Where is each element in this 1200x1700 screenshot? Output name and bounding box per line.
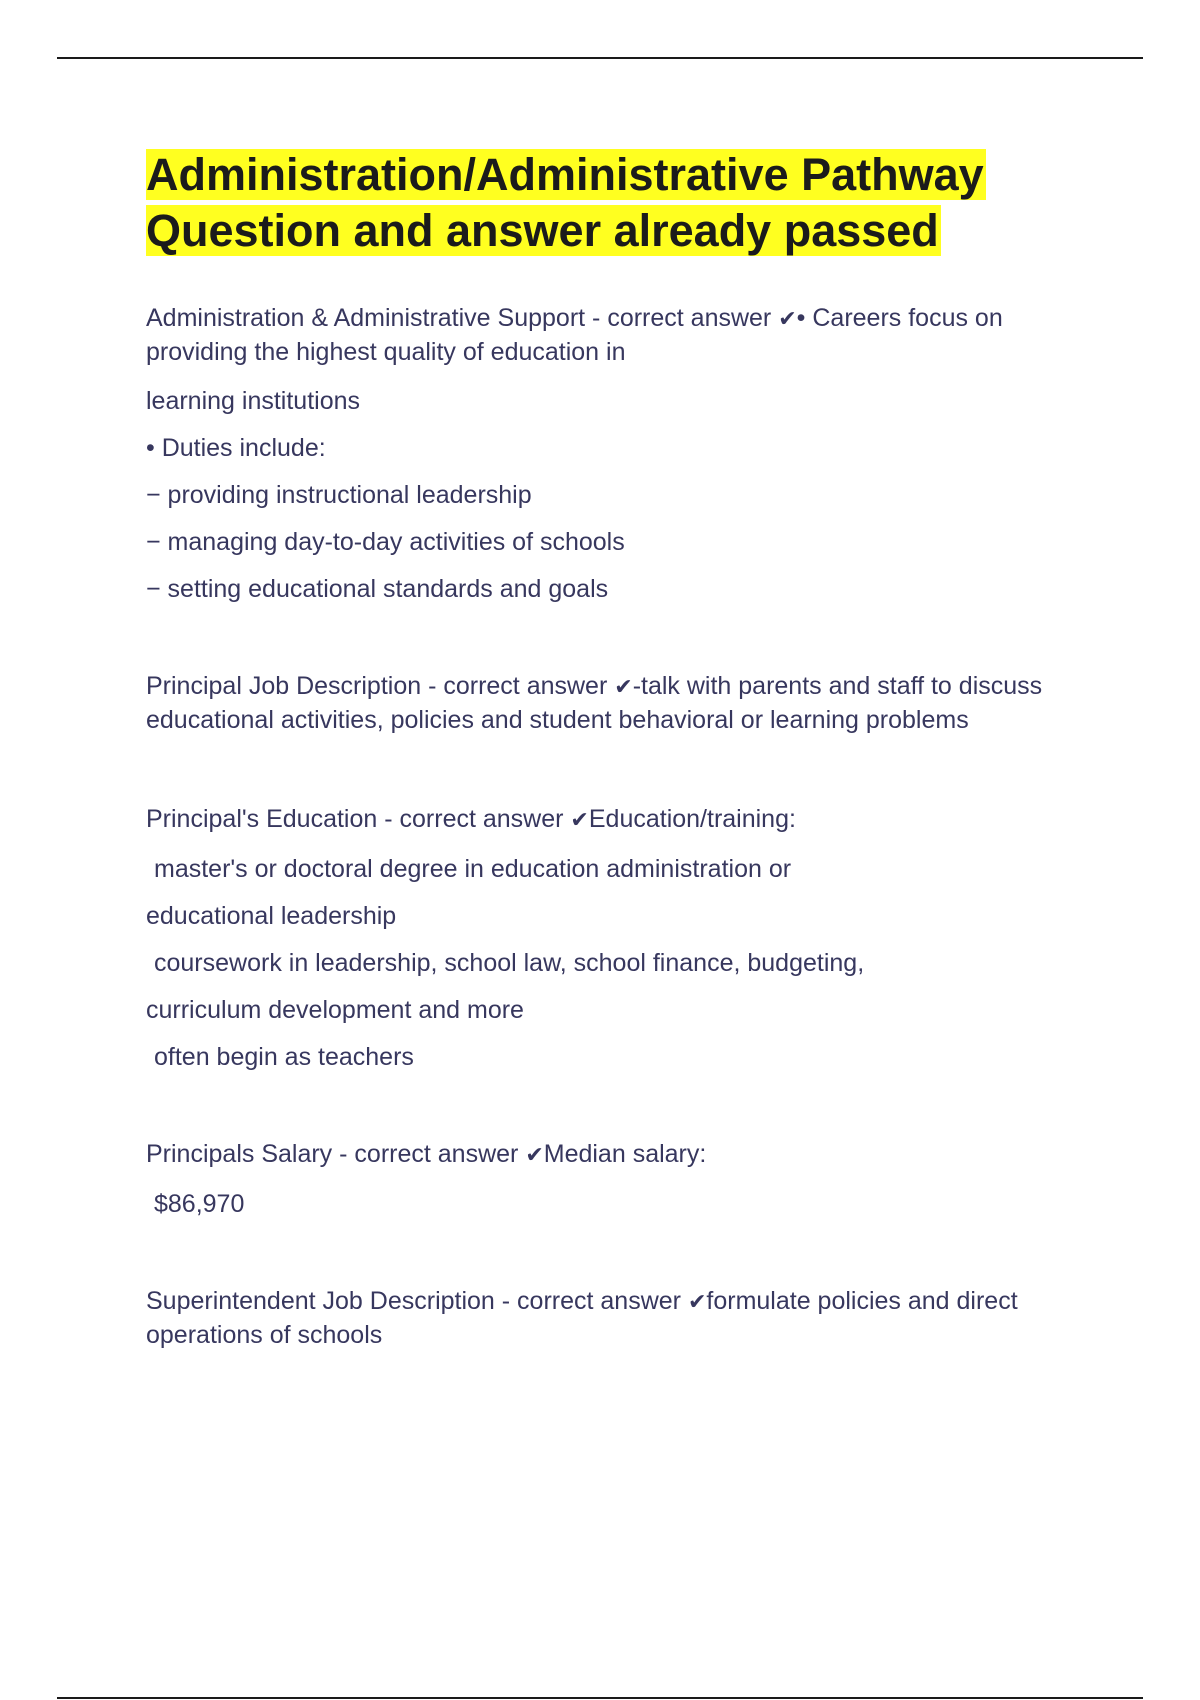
- answer-label: - correct answer: [339, 1140, 526, 1168]
- document-body: [146, 302, 1086, 1352]
- qa-question: [146, 1138, 1086, 1172]
- qa-term: Principals Salary: [146, 1140, 333, 1168]
- checkmark-icon: ✔: [570, 808, 589, 833]
- answer-label: - correct answer: [592, 304, 779, 332]
- qa-term: Administration & Administrative Support: [146, 304, 586, 332]
- qa-answer: formulate policies and direct operations of schools: [146, 1287, 1018, 1349]
- answer-label: - correct answer: [501, 1287, 688, 1315]
- qa-question: [146, 302, 1086, 369]
- answer-line: curriculum development and more: [146, 996, 524, 1024]
- title-line-1: Administration/Administrative Pathway: [146, 149, 984, 200]
- qa-section-principal-education: [146, 803, 1086, 1072]
- checkmark-icon: ✔: [525, 1143, 544, 1168]
- answer-label: - correct answer: [428, 672, 615, 700]
- qa-term: Superintendent Job Description: [146, 1287, 495, 1315]
- answer-line: master's or doctoral degree in education administration or: [154, 855, 792, 883]
- qa-term: Principal's Education: [146, 805, 378, 833]
- answer-line: • Duties include:: [146, 434, 326, 462]
- qa-term: Principal Job Description: [146, 672, 422, 700]
- qa-answer: • Careers focus on providing the highest quality of education in: [146, 304, 1003, 366]
- qa-answer: Education/training:: [588, 805, 796, 833]
- answer-line: educational leadership: [146, 902, 397, 930]
- answer-line: − managing day-to-day activities of schools: [146, 528, 625, 556]
- qa-section-principal-salary: [146, 1138, 1086, 1219]
- document-title: [146, 147, 1086, 259]
- checkmark-icon: ✔: [614, 675, 633, 700]
- qa-question: [146, 803, 1086, 837]
- top-rule: [57, 57, 1143, 59]
- bottom-rule: [57, 1697, 1143, 1699]
- checkmark-icon: ✔: [687, 1290, 707, 1315]
- qa-section-principal-job: [146, 670, 1086, 737]
- qa-answer: -talk with parents and staff to discuss educational activities, policies and student behavioral or learning problems: [146, 672, 1043, 734]
- qa-question: [146, 670, 1086, 737]
- qa-question: [146, 1285, 1086, 1352]
- answer-line: often begin as teachers: [154, 1043, 414, 1071]
- title-line-2: Question and answer already passed: [146, 205, 939, 256]
- answer-line: − providing instructional leadership: [146, 481, 532, 509]
- qa-section-superintendent: [146, 1285, 1086, 1352]
- answer-line: learning institutions: [146, 387, 361, 415]
- answer-line: $86,970: [154, 1190, 245, 1218]
- answer-line: coursework in leadership, school law, school finance, budgeting,: [154, 949, 865, 977]
- answer-line: − setting educational standards and goals: [146, 575, 609, 603]
- qa-section-administration: [146, 302, 1086, 604]
- qa-answer: Median salary:: [543, 1140, 707, 1168]
- answer-label: - correct answer: [384, 805, 571, 833]
- checkmark-icon: ✔: [778, 307, 797, 332]
- title-highlight: [146, 149, 986, 256]
